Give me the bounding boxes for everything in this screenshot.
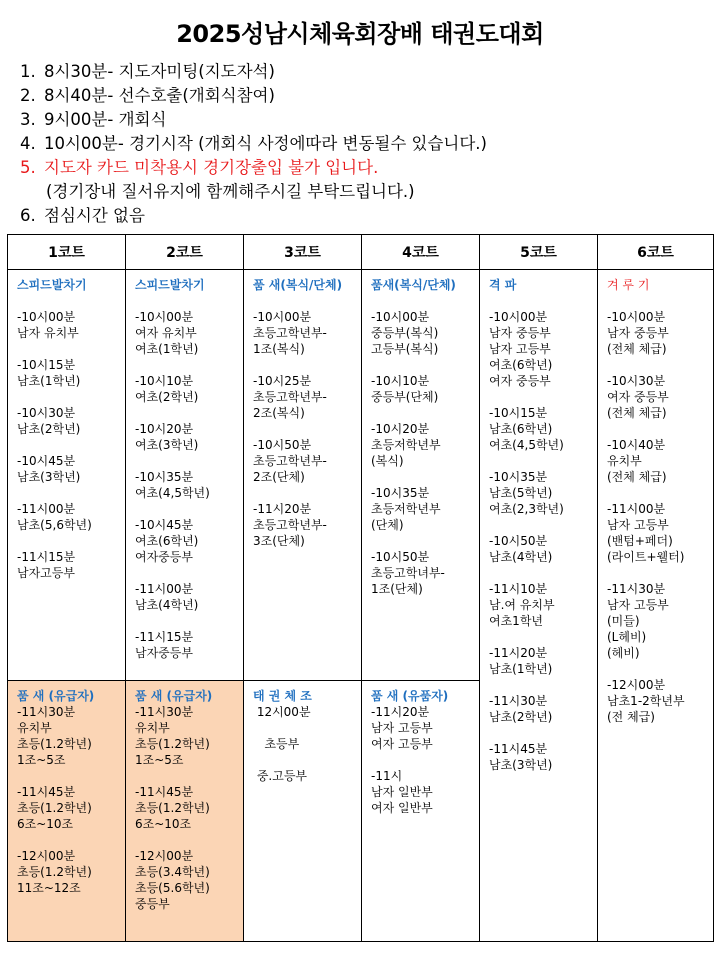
court-header-row [8, 235, 713, 270]
schedule-entry: -10시45분 남초(3학년) [17, 454, 81, 484]
court-header: 6코트 [637, 245, 674, 261]
notice-text: 8시40분- 선수호출(개회식참여) [44, 86, 275, 105]
schedule-entry: -10시50분 초등고학년부- 2조(단체) [253, 438, 327, 484]
schedule-entry: -11시10분 남.여 유치부 여초1학년 [489, 582, 555, 628]
notice-number: 3. [20, 110, 36, 129]
notice-text: 점심시간 없음 [44, 206, 145, 225]
schedule-entry: -11시15분 남자중등부 [135, 630, 194, 660]
schedule-entry: -10시35분 초등저학년부 (단체) [371, 486, 441, 532]
schedule-entry: -11시45분 남초(3학년) [489, 742, 553, 772]
schedule-entry: 12시00분 [253, 705, 311, 719]
schedule-entry: -10시00분 남자 유치부 [17, 310, 79, 340]
schedule-entry: -10시35분 남초(5학년) 여초(2,3학년) [489, 470, 564, 516]
event-block [598, 270, 713, 941]
event-heading: 스피드발차기 [135, 278, 205, 292]
schedule-entry: -11시00분 남초(4학년) [135, 582, 199, 612]
schedule-table [7, 234, 714, 942]
schedule-entry: -11시45분 초등(1.2학년) 6조~10조 [135, 785, 210, 831]
court-header: 5코트 [480, 235, 598, 269]
court-column [362, 270, 480, 941]
event-block [362, 270, 479, 680]
schedule-entry: 초등부 [253, 737, 300, 751]
schedule-entry: -10시30분 남초(2학년) [17, 406, 81, 436]
court-column [598, 270, 713, 941]
event-block [362, 680, 479, 941]
schedule-entry: -10시00분 남자 중등부 (전체 체급) [607, 310, 669, 356]
event-heading: 품 새 (유품자) [371, 689, 449, 703]
schedule-entry: -11시00분 남초(5,6학년) [17, 502, 92, 532]
schedule-entry: -11시30분 유치부 초등(1.2학년) 1조~5조 [17, 705, 92, 767]
notice-number: 5. [20, 158, 36, 177]
notice-list [20, 60, 710, 228]
notice-item [20, 60, 710, 84]
schedule-entry: -11시20분 초등고학년부- 3조(단체) [253, 502, 327, 548]
notice-text: 9시00분- 개회식 [44, 110, 167, 129]
schedule-entry: -12시00분 초등(1.2학년) 11조~12조 [17, 849, 92, 895]
court-column [480, 270, 598, 941]
event-heading: 품 새 (유급자) [135, 689, 213, 703]
schedule-entry: -11시20분 남자 고등부 여자 고등부 [371, 705, 433, 751]
schedule-entry: -10시30분 여자 중등부 (전체 체급) [607, 374, 669, 420]
schedule-entry: -11시15분 남자고등부 [17, 550, 76, 580]
schedule-entry: -12시00분 남초1-2학년부 (전 체급) [607, 678, 685, 724]
event-heading: 품 새 (유급자) [17, 689, 95, 703]
event-heading: 품새(복식/단체) [371, 278, 456, 292]
notice-item [20, 132, 710, 156]
event-block [244, 270, 361, 680]
schedule-entry: -11시00분 남자 고등부 (밴텀+페더) (라이트+웰터) [607, 502, 685, 564]
event-block-highlight [8, 680, 125, 941]
notice-item [20, 204, 710, 228]
notice-item [20, 84, 710, 108]
schedule-entry: -10시25분 초등고학년부- 2조(복식) [253, 374, 327, 420]
schedule-entry: -10시15분 남초(6학년) 여초(4,5학년) [489, 406, 564, 452]
event-heading: 태 권 체 조 [253, 689, 312, 703]
schedule-entry: -10시45분 여초(6학년) 여자중등부 [135, 518, 199, 564]
schedule-entry: -11시 남자 일반부 여자 일반부 [371, 769, 433, 815]
schedule-entry: -10시15분 남초(1학년) [17, 358, 81, 388]
schedule-entry: -10시00분 남자 중등부 남자 고등부 여초(6학년) 여자 중등부 [489, 310, 553, 388]
schedule-entry: -10시40분 유치부 (전체 체급) [607, 438, 667, 484]
event-heading: 겨 루 기 [607, 278, 650, 292]
court-header: 4코트 [362, 235, 480, 269]
schedule-entry: -12시00분 초등(3.4학년) 초등(5.6학년) 중등부 [135, 849, 210, 911]
event-block [126, 270, 243, 680]
schedule-entry: -11시20분 남초(1학년) [489, 646, 553, 676]
event-heading: 격 파 [489, 278, 517, 292]
event-block [8, 270, 125, 680]
schedule-entry: -10시00분 중등부(복식) 고등부(복식) [371, 310, 439, 356]
court-column [126, 270, 244, 941]
schedule-entry: -10시20분 초등저학년부 (복식) [371, 422, 441, 468]
notice-item-warning [20, 156, 710, 180]
notice-text: (경기장내 질서유지에 함께해주시길 부탁드립니다.) [46, 182, 415, 201]
schedule-entry: -11시30분 남초(2학년) [489, 694, 553, 724]
page-title: 2025성남시체육회장배 태권도대회 [176, 20, 544, 48]
event-heading: 스피드발차기 [17, 278, 87, 292]
court-column [244, 270, 362, 941]
court-header: 2코트 [126, 235, 244, 269]
schedule-entry: -11시45분 초등(1.2학년) 6조~10조 [17, 785, 92, 831]
notice-item-note [20, 180, 710, 204]
court-header: 1코트 [8, 235, 126, 269]
schedule-entry: -11시30분 남자 고등부 (미들) (L헤비) (헤비) [607, 582, 669, 660]
notice-number: 6. [20, 206, 36, 225]
notice-text: 10시00분- 경기시작 (개회식 사정에따라 변동될수 있습니다.) [44, 134, 487, 153]
notice-text: 지도자 카드 미착용시 경기장출입 불가 입니다. [44, 158, 379, 177]
schedule-entry: -10시10분 여초(2학년) [135, 374, 199, 404]
schedule-entry: 중.고등부 [253, 769, 307, 783]
schedule-entry: -10시10분 중등부(단체) [371, 374, 439, 404]
event-block [480, 270, 597, 941]
schedule-entry: -10시00분 초등고학년부- 1조(복식) [253, 310, 327, 356]
schedule-entry: -10시50분 남초(4학년) [489, 534, 553, 564]
schedule-entry: -10시35분 여초(4,5학년) [135, 470, 210, 500]
schedule-entry: -11시30분 유치부 초등(1.2학년) 1조~5조 [135, 705, 210, 767]
event-block-highlight [126, 680, 243, 941]
notice-number: 1. [20, 62, 36, 81]
schedule-entry: -10시00분 여자 유치부 여초(1학년) [135, 310, 199, 356]
schedule-entry: -10시50분 초등고학녀부- 1조(단체) [371, 550, 445, 596]
notice-number: 4. [20, 134, 36, 153]
court-header: 3코트 [244, 235, 362, 269]
event-heading: 품 새(복식/단체) [253, 278, 343, 292]
court-column [8, 270, 126, 941]
event-block [244, 680, 361, 941]
notice-number: 2. [20, 86, 36, 105]
schedule-entry: -10시20분 여초(3학년) [135, 422, 199, 452]
notice-text: 8시30분- 지도자미팅(지도자석) [44, 62, 275, 81]
notice-item [20, 108, 710, 132]
